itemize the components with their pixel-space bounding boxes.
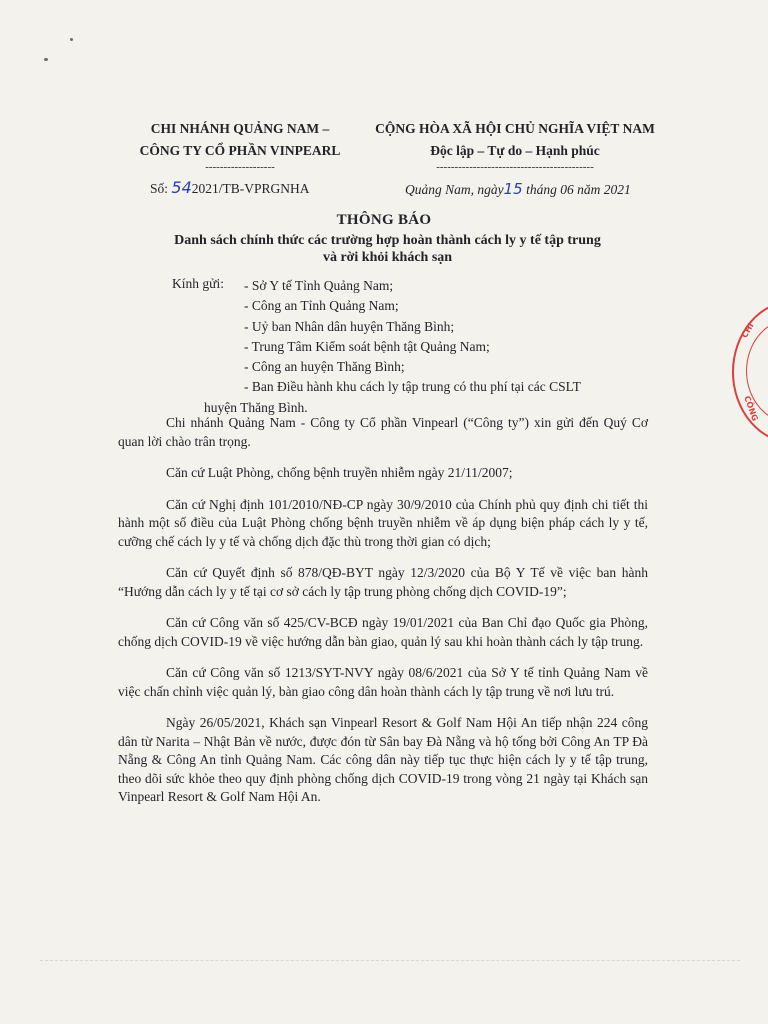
recipient-item: - Trung Tâm Kiểm soát bệnh tật Quảng Nam; — [244, 338, 490, 354]
document-body — [118, 414, 648, 820]
doc-number-suffix: 2021/TB-VPRGNHA — [191, 181, 310, 196]
subtitle-line1: Danh sách chính thức các trường hợp hoàn thành cách ly y tế tập trung — [174, 233, 601, 248]
recipients-label: Kính gửi: — [172, 276, 224, 291]
document-title: THÔNG BÁO — [336, 212, 432, 228]
recipient-item-continuation: huyện Thăng Bình. — [204, 399, 308, 415]
body-paragraph: Căn cứ Nghị định 101/2010/NĐ-CP ngày 30/9/2010 của Chính phủ quy định chi tiết thi hành một số điều của Luật Phòng chống bệnh truyền nhiễm về áp dụng biện pháp cách ly y tế, cưỡng chế cách ly y tế và chống dịch đặc thù trong thời gian có dịch; — [118, 496, 648, 549]
document-number — [150, 178, 310, 197]
body-paragraph: Ngày 26/05/2021, Khách sạn Vinpearl Resort & Golf Nam Hội An tiếp nhận 224 công dân từ Narita – Nhật Bản về nước, được đón từ Sân bay Đà Nẵng và hộ tống bởi Công An TP Đà Nẵng & Công An tỉnh Quảng Nam. Các công dân này tiếp tục thực hiện cách ly y tế tập trung, theo dõi sức khỏe theo quy định phòng chống dịch COVID-19 trong vòng 21 ngày tại Khách sạn Vinpearl Resort & Golf Nam Hội An. — [118, 715, 648, 804]
scan-speck — [44, 58, 48, 61]
scan-speck — [70, 38, 73, 41]
doc-number-prefix: Số: — [150, 181, 169, 196]
seal-text-top: CHI — [739, 321, 756, 340]
recipient-item: - Uỷ ban Nhân dân huyện Thăng Bình; — [244, 318, 455, 334]
date-suffix: tháng 06 năm 2021 — [526, 182, 631, 197]
recipients-list — [204, 276, 624, 418]
recipient-item: - Công an huyện Thăng Bình; — [244, 359, 405, 375]
body-paragraph: Căn cứ Luật Phòng, chống bệnh truyền nhiễm ngày 21/11/2007; — [166, 465, 513, 480]
subtitle-line2: và rời khỏi khách sạn — [322, 250, 453, 265]
date-day-handwritten: 15 — [503, 180, 523, 198]
seal-text-bottom: CÔNG — [742, 394, 760, 423]
national-header — [356, 118, 674, 172]
body-paragraph: Căn cứ Quyết định số 878/QĐ-BYT ngày 12/3/2020 của Bộ Y Tế về việc ban hành “Hướng dẫn cách ly y tế tại cơ sở cách ly tập trung phòng chống dịch COVID-19”; — [118, 565, 648, 599]
scan-artifact-line — [40, 960, 740, 961]
body-paragraph: Chi nhánh Quảng Nam - Công ty Cổ phần Vinpearl (“Công ty”) xin gửi đến Quý Cơ quan lời chào trân trọng. — [118, 415, 648, 449]
body-paragraph: Căn cứ Công văn số 425/CV-BCĐ ngày 19/01/2021 của Ban Chỉ đạo Quốc gia Phòng, chống dịch COVID-19 về việc hướng dẫn bàn giao, quản lý sau khi hoàn thành cách ly tập trung. — [118, 615, 648, 649]
date-prefix: Quảng Nam, ngày — [405, 182, 504, 197]
nation-divider: ------------------------------------------- — [436, 161, 594, 173]
org-name-line2: CÔNG TY CỔ PHẦN VINPEARL — [139, 143, 341, 158]
recipient-item: - Công an Tỉnh Quảng Nam; — [244, 298, 399, 314]
organization-header — [115, 118, 365, 172]
org-name-line1: CHI NHÁNH QUẢNG NAM – — [150, 121, 330, 136]
nation-motto: Độc lập – Tự do – Hạnh phúc — [430, 143, 600, 158]
document-subtitle — [120, 232, 655, 266]
document-date — [405, 180, 631, 198]
nation-name: CỘNG HÒA XÃ HỘI CHỦ NGHĨA VIỆT NAM — [375, 121, 655, 136]
org-divider: ------------------- — [205, 161, 275, 173]
recipient-item: - Ban Điều hành khu cách ly tập trung có thu phí tại các CSLT — [244, 379, 581, 395]
doc-number-handwritten: 54 — [171, 178, 192, 197]
body-paragraph: Căn cứ Công văn số 1213/SYT-NVY ngày 08/6/2021 của Sở Y tế tỉnh Quảng Nam về việc chấn chỉnh việc quản lý, bàn giao công dân hoàn thành cách ly tập trung về nơi lưu trú. — [118, 665, 648, 699]
recipient-item: - Sở Y tế Tỉnh Quảng Nam; — [244, 278, 394, 293]
